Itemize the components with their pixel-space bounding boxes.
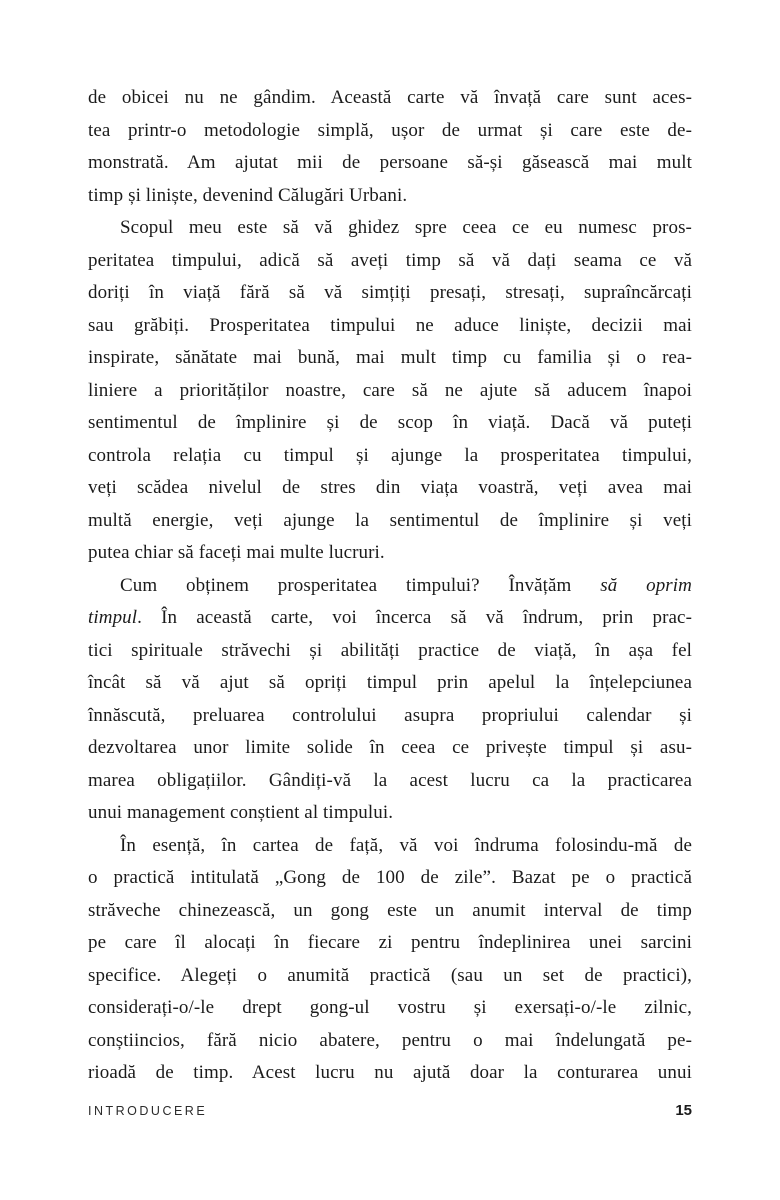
- text-segment: multă energie, veți ajunge la sentimentul de împlinire și veți: [88, 509, 692, 531]
- text-segment: tici spirituale străvechi și abilități practice de viață, în așa fel: [88, 639, 692, 661]
- text-segment: unui management conștient al timpului.: [88, 802, 394, 823]
- text-line: [88, 732, 692, 765]
- text-line: [88, 115, 692, 148]
- text-segment: doriți în viață fără să vă simțiți presați, stresați, supraîncărcați: [88, 282, 692, 303]
- text-line: [88, 407, 692, 440]
- text-segment: conștiincios, fără nicio abatere, pentru o mai îndelungată pe-: [88, 1029, 692, 1051]
- text-segment: specifice. Alegeți o anumită practică (sau un set de practici),: [88, 964, 692, 986]
- text-segment: o practică intitulată „Gong de 100 de zile”. Bazat pe o practică: [88, 867, 692, 888]
- text-segment: Cum obținem prosperitatea timpului? Învățăm: [120, 574, 601, 596]
- text-line: [88, 1025, 692, 1058]
- text-segment: sau grăbiți. Prosperitatea timpului ne aduce liniște, decizii mai: [88, 314, 692, 336]
- text-segment: În esență, în cartea de față, vă voi îndruma folosindu-mă de: [120, 834, 692, 856]
- page-number: 15: [675, 1102, 692, 1119]
- text-segment: timpul: [88, 607, 138, 628]
- text-line: [88, 505, 692, 538]
- text-segment: peritatea timpului, adică să aveți timp să vă dați seama ce vă: [88, 249, 692, 271]
- text-segment: sentimentul de împlinire și de scop în viață. Dacă vă puteți: [88, 412, 692, 433]
- text-segment: încât să vă ajut să opriți timpul prin apelul la înțelepciunea: [88, 672, 692, 693]
- text-line: [88, 700, 692, 733]
- text-line: [88, 797, 692, 830]
- text-segment: considerați-o/-le drept gong-ul vostru și exersați-o/-le zilnic,: [88, 997, 692, 1018]
- text-segment: controla relația cu timpul și ajunge la prosperitatea timpului,: [88, 444, 692, 466]
- text-line: [88, 212, 692, 245]
- text-segment: timp și liniște, devenind Călugări Urbani.: [88, 184, 408, 206]
- body-text: [88, 82, 692, 1090]
- text-line: [88, 537, 692, 570]
- text-line: [88, 245, 692, 278]
- text-line: [88, 472, 692, 505]
- text-line: [88, 667, 692, 700]
- text-line: [88, 927, 692, 960]
- text-segment: marea obligațiilor. Gândiți-vă la acest lucru ca la practicarea: [88, 769, 692, 791]
- text-segment: monstrată. Am ajutat mii de persoane să-și găsească mai mult: [88, 152, 692, 173]
- footer-section-label: INTRODUCERE: [88, 1104, 208, 1118]
- text-segment: liniere a priorităților noastre, care să ne ajute să aducem înapoi: [88, 379, 692, 401]
- paragraph: [88, 212, 692, 570]
- text-line: [88, 310, 692, 343]
- text-line: [88, 602, 692, 635]
- text-line: [88, 440, 692, 473]
- text-segment: străveche chinezească, un gong este un anumit interval de timp: [88, 899, 692, 921]
- text-segment: inspirate, sănătate mai bună, mai mult timp cu familia și o rea-: [88, 347, 692, 368]
- text-line: [88, 895, 692, 928]
- text-segment: pe care îl alocați în fiecare zi pentru îndeplinirea unei sarcini: [88, 932, 692, 953]
- text-segment: să oprim: [600, 574, 692, 596]
- text-line: [88, 82, 692, 115]
- paragraph: [88, 570, 692, 830]
- text-segment: veți scădea nivelul de stres din viața voastră, veți avea mai: [88, 477, 692, 498]
- text-line: [88, 765, 692, 798]
- text-line: [88, 992, 692, 1025]
- text-line: [88, 862, 692, 895]
- paragraph: [88, 830, 692, 1090]
- text-line: [88, 570, 692, 603]
- text-line: [88, 1057, 692, 1090]
- text-segment: rioadă de timp. Acest lucru nu ajută doar la conturarea unui: [88, 1062, 692, 1083]
- text-line: [88, 180, 692, 213]
- paragraph: [88, 82, 692, 212]
- text-segment: Scopul meu este să vă ghidez spre ceea ce eu numesc pros-: [120, 217, 692, 238]
- text-segment: dezvoltarea unor limite solide în ceea ce privește timpul și asu-: [88, 737, 692, 758]
- text-line: [88, 147, 692, 180]
- text-segment: tea printr-o metodologie simplă, ușor de urmat și care este de-: [88, 119, 692, 141]
- text-line: [88, 635, 692, 668]
- text-segment: . În această carte, voi încerca să vă îndrum, prin prac-: [137, 607, 692, 628]
- text-line: [88, 960, 692, 993]
- text-line: [88, 375, 692, 408]
- text-segment: înnăscută, preluarea controlului asupra propriului calendar și: [88, 704, 692, 726]
- page-footer: [88, 1102, 692, 1119]
- text-segment: de obicei nu ne gândim. Această carte vă învață care sunt aces-: [88, 87, 692, 108]
- text-line: [88, 342, 692, 375]
- text-line: [88, 830, 692, 863]
- text-segment: putea chiar să faceți mai multe lucruri.: [88, 542, 385, 563]
- text-line: [88, 277, 692, 310]
